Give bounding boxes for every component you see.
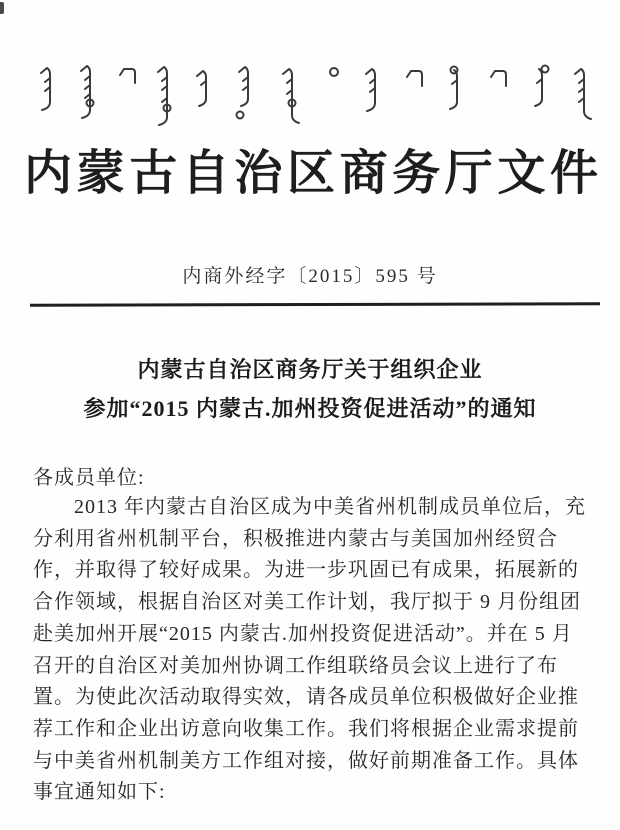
notice-title-line1: 内蒙古自治区商务厅关于组织企业 — [137, 357, 483, 382]
body-line: 置。为使此次活动取得实效，请各成员单位积极做好企业推 — [33, 686, 579, 709]
body-line: 事宜通知如下: — [33, 781, 166, 804]
body-line: 分利用省州机制平台，积极推进内蒙古与美国加州经贸合 — [33, 527, 558, 550]
mongolian-script-glyphs — [30, 58, 600, 132]
body-line: 荐工作和企业出访意向收集工作。我们将根据企业需求提前 — [33, 717, 579, 740]
notice-title-line2: 参加“2015 内蒙古.加州投资促进活动”的通知 — [83, 396, 537, 421]
body-line: 与中美省州机制美方工作组对接，做好前期准备工作。具体 — [33, 749, 579, 772]
doc-number: 内商外经字〔2015〕595 号 — [182, 266, 438, 287]
body-line: 2013 年内蒙古自治区成为中美省州机制成员单位后，充 — [74, 496, 586, 518]
org-title: 内蒙古自治区商务厅文件 — [24, 147, 598, 200]
salutation: 各成员单位: — [33, 467, 145, 489]
mongolian-script-banner — [30, 58, 600, 132]
body-line: 合作领域，根据自治区对美工作计划，我厅拟于 9 月份组团 — [33, 591, 581, 614]
body-line: 赴美加州开展“2015 内蒙古.加州投资促进活动”。并在 5 月 — [33, 622, 573, 645]
body-line: 作，并取得了较好成果。为进一步巩固已有成果，拓展新的 — [33, 559, 579, 582]
body-line: 召开的自治区对美加州协调工作组联络员会议上进行了布 — [33, 654, 558, 677]
notice-body — [33, 492, 589, 809]
notice-title — [20, 350, 600, 428]
letterhead-divider — [30, 302, 600, 306]
scan-artifact — [0, 2, 4, 14]
